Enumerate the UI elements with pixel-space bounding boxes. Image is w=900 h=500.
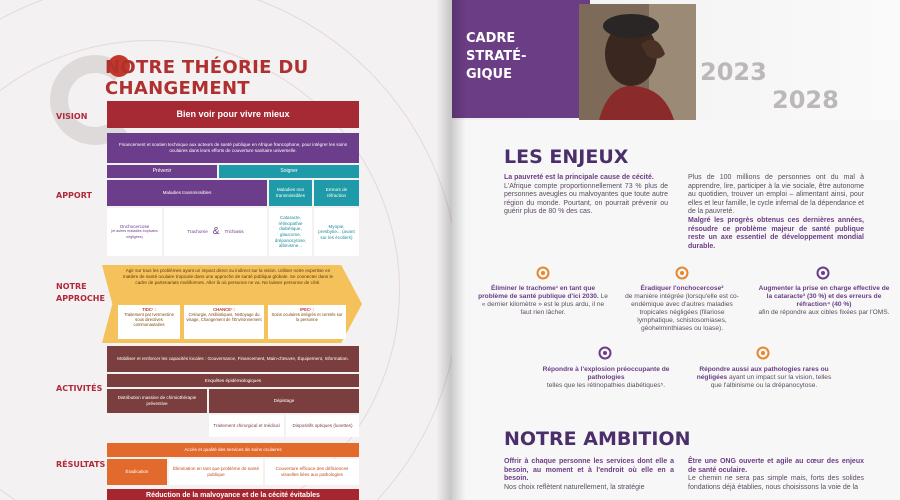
eye-icon	[598, 346, 612, 360]
enjeux-lead: La pauvreté est la principale cause de cécité.	[504, 174, 654, 181]
ampersand: &	[212, 226, 220, 238]
goal-cataracte-text: afin de répondre aux cibles fixées par l'OMS.	[758, 309, 890, 316]
cadre-title	[466, 30, 526, 84]
distribution-box: Distribution massive de chimiothérapie préventive	[107, 389, 207, 413]
erreurs-refraction-box: Erreurs de réfraction	[314, 180, 359, 206]
goal-pathologies-text: telles que les rétinopathies diabétiques⁵.	[546, 382, 666, 389]
apport-header: Financement et soutien technique aux acteurs de santé publique en Afrique francophone, pour intégrer les soins oculaires dans leurs efforts de couverture sanitaire universelle.	[107, 133, 359, 163]
goal-trachome-text: Le « dernier kilomètre » est le plus ardu, il ne faut rien lâcher.	[481, 293, 608, 316]
label-activites: ACTIVITÉS	[56, 384, 103, 393]
label-apport: APPORT	[56, 191, 92, 200]
eradication-box: Éradication	[107, 459, 167, 485]
enjeux-p1: L'Afrique compte proportionnellement 73 % plus de personnes aveugles ou malvoyantes que toute autre région du monde. Pourtant, on pourrait prévenir ou guérir plus de 80 % des cas.	[504, 182, 668, 216]
eye-icon	[675, 266, 689, 280]
label-vision: VISION	[56, 112, 88, 121]
activites-row1: Mobiliser et renforcer les capacités locales : Gouvernance, Financement, Main-d'œuvre, Équipement, Information.	[107, 346, 359, 372]
portrait-photo	[579, 4, 696, 120]
tidc-title: TIDC¹ :	[142, 307, 156, 312]
goal-pathologies	[538, 366, 674, 390]
depistage-box: Dépistage	[209, 389, 359, 413]
tidc-box	[118, 305, 180, 339]
ambition-p1b: Nos choix reflètent naturellement, la stratégie	[504, 483, 645, 491]
resultats-bottom: Réduction de la malvoyance et de la cécité évitables	[107, 489, 359, 500]
onchocercose-label: Onchocercose	[119, 223, 150, 229]
ipec-box	[268, 305, 346, 339]
ambition-p2: Être une ONG ouverte et agile au cœur des enjeux de santé oculaire.	[688, 458, 864, 474]
eye-icon	[756, 346, 770, 360]
maladies-transmissibles-box: Maladies transmissibles	[107, 180, 267, 206]
goal-rares	[696, 366, 832, 390]
approche-text: Agir sur tous les problèmes ayant un impact direct ou indirect sur la vision. Utiliser notre expertise en matière de santé oculaire tropicale dans une approche de santé publique globale. Se connecter dans le cadre de partenariats multiformes. Aller là où personne ne va. Ne laisser personne de côté.	[122, 268, 334, 285]
portrait-illustration	[579, 4, 696, 120]
enjeux-title: LES ENJEUX	[504, 146, 629, 168]
enjeux-p2: Plus de 100 millions de personnes ont du mal à apprendre, lire, participer à la vie sociale, être autonome au quotidien, trouver un emploi – alimentant ainsi, pour elles et leur famille, le cycle infernal de la dépendance et de la pauvreté.	[688, 174, 864, 216]
cadre-line-2: STRATÉ-	[466, 49, 527, 64]
ipec-title: IPEC³ :	[300, 307, 314, 312]
goal-cataracte	[758, 285, 890, 317]
ambition-p1: Offrir à chaque personne les services dont elle a besoin, au moment et à l'endroit où elle en a besoin.	[504, 458, 674, 483]
myopie-box: Myopie, presbytie... (avant sur les écoliers)	[314, 208, 359, 256]
vision-box: Bien voir pour vivre mieux	[107, 101, 359, 128]
ambition-col2	[688, 458, 864, 492]
label-approche-2: APPROCHE	[56, 294, 105, 303]
goal-trachome	[478, 285, 608, 317]
label-resultats: RÉSULTATS	[56, 460, 106, 469]
tidc-text: Traitement par Ivermectine sous directives communautaires	[124, 312, 174, 327]
elimination-box: Élimination en tant que problème de santé publique	[169, 459, 263, 485]
chance-box	[184, 305, 264, 339]
goal-cataracte-title: Augmenter la prise en charge effective de la cataracte³ (30 %) et des erreurs de réfraction⁴ (40 %)	[758, 285, 890, 308]
goal-onchocercose	[620, 285, 744, 333]
ambition-p2b: Le chemin ne sera pas simple mais, forts des solides fondations déjà établies, nous choisissons la voie de la	[688, 475, 864, 491]
cadre-line-1: CADRE	[466, 31, 516, 46]
year-end: 2028	[772, 86, 839, 114]
goal-onchocercose-title: Éradiquer l'onchocercose²	[640, 285, 724, 292]
goal-rares-title: Répondre aussi aux pathologies rares ou négligées	[696, 366, 829, 381]
onchocercose-sub: (et autres maladies tropicales négligées)	[111, 229, 158, 239]
enjeux-p3: Malgré les progrès obtenus ces dernières années, résoudre ce problème majeur de santé publique reste un axe essentiel de développement mondial durable.	[688, 216, 864, 250]
ambition-title: NOTRE AMBITION	[504, 428, 691, 450]
onchocercose-box	[107, 208, 162, 256]
couverture-box: Couverture efficace des déficiences visuelles liées aux pathologies	[265, 459, 359, 485]
eye-icon	[536, 266, 550, 280]
trichiasis-label: Trichiasis	[224, 229, 244, 235]
chance-title: CHANCE² :	[213, 307, 235, 312]
enjeux-col2	[688, 174, 864, 251]
right-page	[452, 0, 900, 500]
cadre-line-3: GIQUE	[466, 67, 512, 82]
page-title: NOTRE THÉORIE DU CHANGEMENT	[105, 57, 309, 99]
label-approche-1: NOTRE	[56, 282, 87, 291]
goal-trachome-title: Éliminer le trachome¹ en tant que problème de santé publique d'ici 2030.	[478, 285, 599, 300]
goal-pathologies-title: Répondre à l'explosion préoccupante de pathologies	[542, 366, 670, 381]
eye-icon	[816, 266, 830, 280]
soigner-box: Soigner	[219, 165, 359, 178]
ipec-text: Soins oculaires intégrés et centrés sur la personne	[271, 312, 343, 322]
year-start: 2023	[700, 58, 767, 86]
dispositifs-box: Dispositifs optiques (lunettes)	[286, 415, 359, 437]
resultats-row1: Accès et qualité des services de soins oculaires	[107, 443, 359, 457]
goal-onchocercose-text: de manière intégrée (lorsqu'elle est co-endémique avec d'autres maladies tropicales négligées (filariose lymphatique, schistosomiases, géohelminthiases ou loase).	[625, 293, 739, 332]
goal-rares-text: ayant un impact sur la vision, telles que l'albinisme ou la drépanocytose.	[710, 374, 832, 389]
prevenir-box: Prévenir	[107, 165, 217, 178]
enjeux-col1	[504, 174, 668, 217]
trachome-box	[164, 208, 267, 256]
chance-text: CHirurgie, Antibiotiques, Nettoyage du visage, Changement de l'Environnement	[186, 312, 262, 322]
traitement-box: Traitement chirurgical et médical	[209, 415, 284, 437]
ambition-col1	[504, 458, 674, 492]
maladies-non-transmissibles-box: Maladies non transmissibles	[269, 180, 312, 206]
cataracte-box: Cataracte, rétinopathie diabétique, glaucome, drépanocytose, albinisme...	[269, 208, 312, 256]
activites-row2: Enquêtes épidémiologiques	[107, 374, 359, 387]
trachome-label: Trachome	[187, 229, 208, 235]
